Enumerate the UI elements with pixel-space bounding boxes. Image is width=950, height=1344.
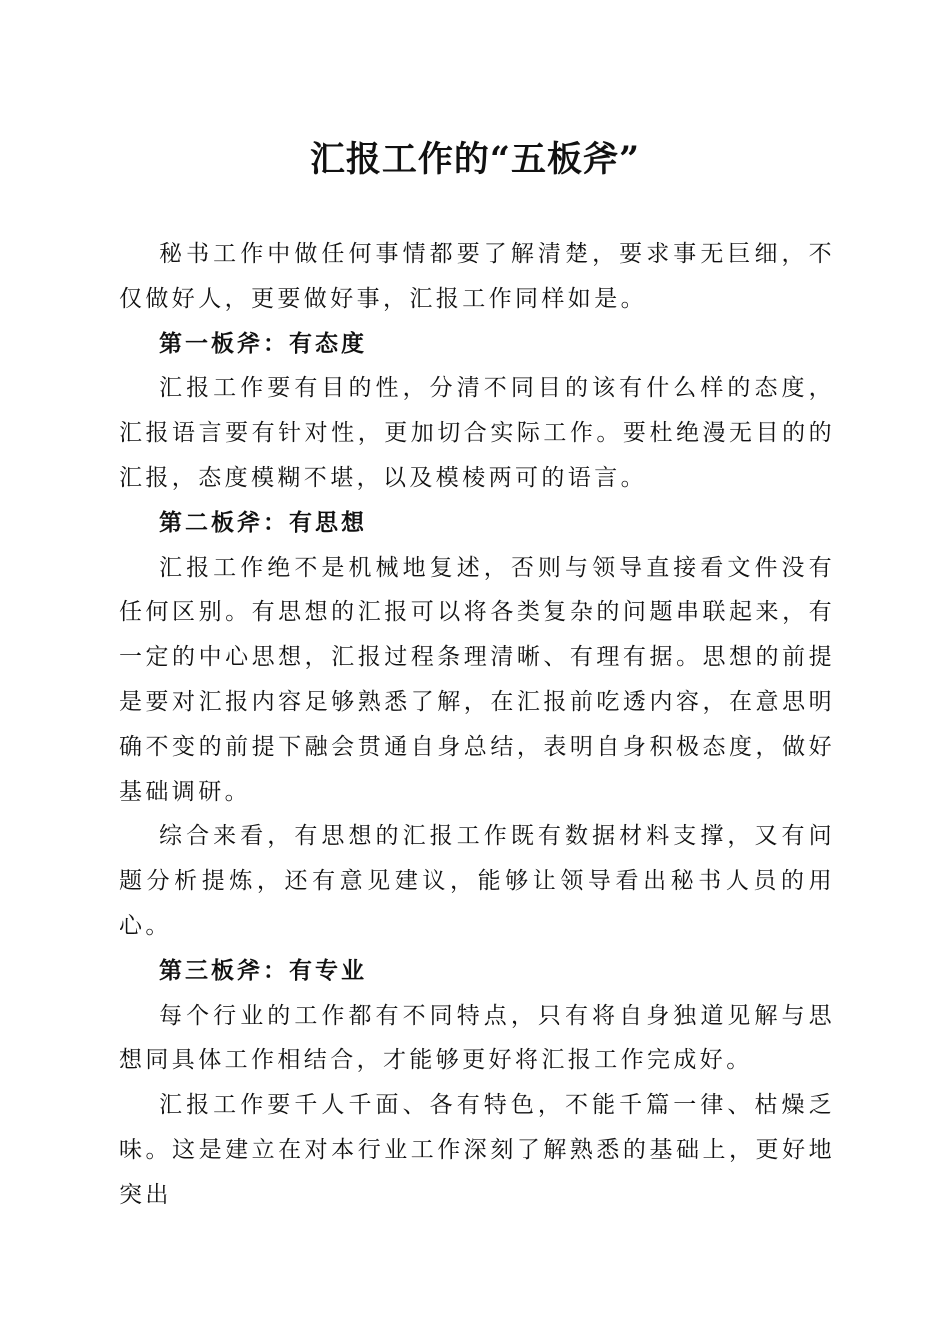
paragraph-intro: 秘书工作中做任何事情都要了解清楚，要求事无巨细，不仅做好人，更要做好事，汇报工作同样如是。 xyxy=(119,241,835,312)
section-heading-3: 第三板斧：有专业 xyxy=(159,956,367,984)
section-heading-1: 第一板斧：有态度 xyxy=(159,329,367,357)
document-title: 汇报工作的“五板斧” xyxy=(309,139,641,180)
document-body xyxy=(119,232,835,1218)
paragraph-professional: 每个行业的工作都有不同特点，只有将自身独道见解与思想同具体工作相结合，才能够更好将汇报工作完成好。 xyxy=(119,1002,835,1074)
paragraph-thought-summary: 综合来看，有思想的汇报工作既有数据材料支撑，又有问题分析提炼，还有意见建议，能够让领导看出秘书人员的用心。 xyxy=(119,823,835,939)
paragraph-attitude: 汇报工作要有目的性，分清不同目的该有什么样的态度，汇报语言要有针对性，更加切合实际工作。要杜绝漫无目的的汇报，态度模糊不堪，以及模棱两可的语言。 xyxy=(119,375,835,491)
paragraph-thought: 汇报工作绝不是机械地复述，否则与领导直接看文件没有任何区别。有思想的汇报可以将各类复杂的问题串联起来，有一定的中心思想，汇报过程条理清晰、有理有据。思想的前提是要对汇报内容足够熟悉了解，在汇报前吃透内容，在意思明确不变的前提下融会贯通自身总结，表明自身积极态度，做好基础调研。 xyxy=(119,554,835,805)
paragraph-professional-detail: 汇报工作要千人千面、各有特色，不能千篇一律、枯燥乏味。这是建立在对本行业工作深刻了解熟悉的基础上，更好地突出 xyxy=(119,1092,835,1208)
section-heading-2: 第二板斧：有思想 xyxy=(159,508,367,536)
